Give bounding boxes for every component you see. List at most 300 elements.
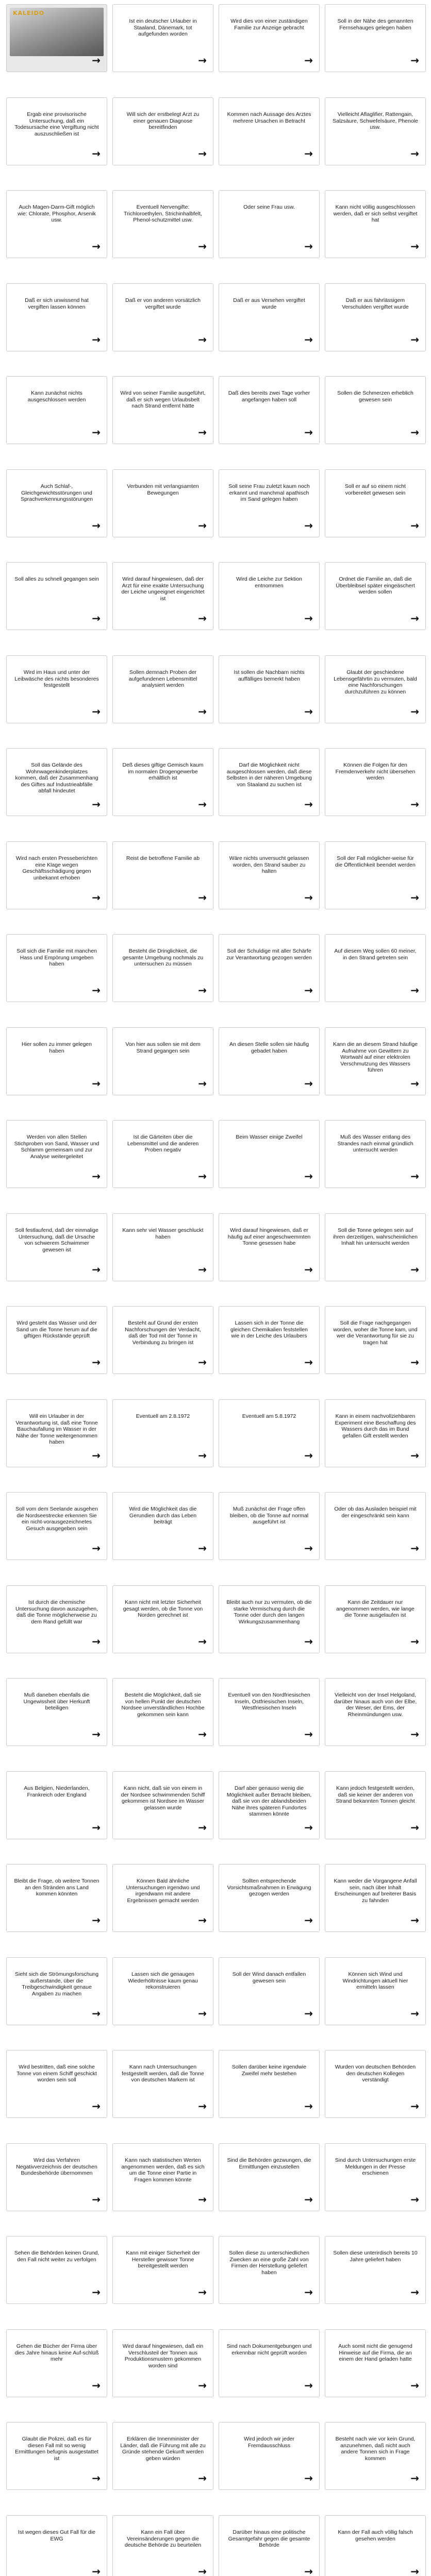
text-card[interactable] [325, 2422, 426, 2490]
text-card[interactable] [6, 376, 107, 444]
arrow-right-icon[interactable]: → [304, 147, 313, 160]
arrow-right-icon[interactable]: → [410, 1914, 419, 1926]
card-text: Muß daneben ebenfalls die Ungewissheit über Herkunft beteiligen [23, 1692, 90, 1711]
card-text: Kann der Fall auch völlig falsch gesehen werden [338, 2529, 413, 2542]
text-card[interactable] [6, 934, 107, 1002]
text-card[interactable] [6, 1585, 107, 1653]
arrow-right-icon[interactable]: → [198, 1356, 207, 1368]
text-card[interactable] [112, 2422, 213, 2490]
text-card[interactable] [325, 283, 426, 351]
text-card[interactable] [325, 934, 426, 1002]
text-card[interactable] [6, 190, 107, 258]
card-text: Wird das Verfahren Negativverzeichnis der deutschen Bundesbehörde übernommen [16, 2157, 97, 2176]
text-card[interactable] [6, 2143, 107, 2211]
card-text: Wird darauf hingewiesen, daß ein Verschlusteil der Tonnen aus Produktionsmustern gekommen worden sind [122, 2343, 204, 2369]
card-text: Wird darauf hingewiesen, daß er häufig auf einer angeschwemmten Tonne gesessen habe [227, 1227, 311, 1246]
arrow-right-icon[interactable]: → [198, 1449, 207, 1462]
text-card[interactable] [219, 1957, 320, 2025]
card-text: Darf die Möglichkeit nicht ausgeschlossen werden, daß diese Selbsten in der näheren Umgebung von Staaland zu suchen ist [226, 762, 312, 788]
text-card[interactable] [325, 2329, 426, 2397]
text-card[interactable] [112, 1027, 213, 1095]
text-card[interactable] [325, 1027, 426, 1095]
card-text: Aus Belgien, Niederlanden, Frankreich oder England [24, 1785, 90, 1798]
arrow-right-icon[interactable]: → [410, 984, 419, 996]
text-card[interactable] [219, 1213, 320, 1281]
text-card[interactable] [112, 1492, 213, 1560]
arrow-right-icon[interactable]: → [92, 1170, 101, 1182]
card-text: Wird die Möglichkeit das die Gerundien durch das Leben beiträgt [129, 1506, 197, 1525]
card-text: Darüber hinaus eine politische Gesamtgefahr gegen die gesamte Behörde [228, 2529, 310, 2548]
arrow-right-icon[interactable]: → [92, 1635, 101, 1648]
arrow-right-icon[interactable]: → [92, 705, 101, 718]
arrow-right-icon[interactable]: → [198, 1542, 207, 1554]
arrow-right-icon[interactable]: → [410, 2100, 419, 2112]
arrow-right-icon[interactable]: → [304, 2286, 313, 2298]
card-text: Wird dies von einer zuständigen Familie zur Anzeige gebracht [230, 18, 308, 31]
arrow-right-icon[interactable]: → [198, 1077, 207, 1090]
arrow-right-icon[interactable]: → [304, 1635, 313, 1648]
text-card[interactable] [219, 2515, 320, 2576]
card-text: Bleibt auch nur zu vermuten, ob die starke Vermischung durch die Tonne oder durch den langen Wirkungszusammenhang [226, 1599, 312, 1625]
arrow-right-icon[interactable]: → [410, 612, 419, 624]
text-card[interactable] [219, 562, 320, 630]
arrow-right-icon[interactable]: → [198, 2007, 207, 2020]
arrow-right-icon[interactable]: → [198, 54, 207, 66]
card-text: Kommen nach Aussage des Arztes mehrere Ursachen in Betracht [227, 111, 311, 124]
card-text: Beim Wasser einige Zweifel [236, 1134, 303, 1140]
text-card[interactable] [325, 1678, 426, 1746]
card-text: Eventuell am 5.8.1972 [242, 1413, 296, 1419]
text-card[interactable] [112, 376, 213, 444]
arrow-right-icon[interactable]: → [410, 1728, 419, 1740]
arrow-right-icon[interactable]: → [304, 519, 313, 532]
arrow-right-icon[interactable]: → [410, 426, 419, 438]
text-card[interactable] [112, 2050, 213, 2118]
text-card[interactable] [6, 2329, 107, 2397]
text-card[interactable] [112, 2329, 213, 2397]
card-text: Können Bald ähnliche Untersuchungen irgendwo und irgendwann mit andere Ergebnissen gemacht werden [126, 1878, 200, 1904]
text-card[interactable] [219, 655, 320, 723]
arrow-right-icon[interactable]: → [92, 1449, 101, 1462]
text-card[interactable] [112, 1957, 213, 2025]
card-text: Ordnet die Familie an, daß die Überbleibsel später eingeäschert werden sollen [336, 576, 415, 595]
arrow-right-icon[interactable]: → [304, 1449, 313, 1462]
arrow-right-icon[interactable]: → [198, 333, 207, 346]
text-card[interactable] [6, 2422, 107, 2490]
text-card[interactable] [112, 469, 213, 537]
card-text: Soll das Gelände des Wohnwagenkinderplatzes kommen, daß der Zusammenhang des Giftes auf Industrieabfälle abfall hindeutet [15, 762, 98, 794]
arrow-right-icon[interactable]: → [92, 333, 101, 346]
text-card[interactable] [325, 2515, 426, 2576]
text-card[interactable] [325, 2050, 426, 2118]
text-card[interactable] [6, 97, 107, 165]
arrow-right-icon[interactable]: → [410, 147, 419, 160]
arrow-right-icon[interactable]: → [410, 891, 419, 904]
arrow-right-icon[interactable]: → [304, 1542, 313, 1554]
text-card[interactable] [6, 283, 107, 351]
card-text: Soll der Fall möglicher-weise für die Öffentlichkeit beendet werden [335, 855, 416, 868]
arrow-right-icon[interactable]: → [198, 2472, 207, 2484]
card-text: Sieht sich die Strömungsforschung außerstande, über die Treibgeschwindigkeit genaue Angaben zu machen [14, 1971, 99, 1997]
arrow-right-icon[interactable]: → [304, 2007, 313, 2020]
card-text: Sind die Behörden gezwungen, die Ermittlungen einzustellen [227, 2157, 311, 2170]
card-text: Sind nach Dokumentgebungen und erkennbar nicht geprüft worden [226, 2343, 312, 2356]
text-card[interactable] [219, 2422, 320, 2490]
card-text: Bleibt die Frage, ob weitere Tonnen an den Stränden ans Land kommen könnten [14, 1878, 100, 1897]
arrow-right-icon[interactable]: → [92, 54, 101, 66]
arrow-right-icon[interactable]: → [92, 2565, 101, 2576]
arrow-right-icon[interactable]: → [304, 891, 313, 904]
arrow-right-icon[interactable]: → [410, 2193, 419, 2206]
card-text: Wird gesteht das Wasser und der Sand um die Tonne herum auf die giftigen Rückstände geprüft [16, 1320, 97, 1339]
text-card[interactable] [325, 376, 426, 444]
text-card[interactable] [6, 748, 107, 816]
arrow-right-icon[interactable]: → [410, 1356, 419, 1368]
card-text: Sehen die Behörden keinen Grund, den Fall nicht weiter zu verfolgen [14, 2250, 100, 2263]
arrow-right-icon[interactable]: → [304, 1821, 313, 1834]
card-text: Besteht nach wie vor kein Grund, anzunehmen, daß nicht auch andere Tonnen sich in Frage kommen [335, 2436, 416, 2462]
card-text: Soll die Frage nachgegangen worden, woher die Tonne kam, und wer die Verantwortung für sie zu tragen hat [333, 1320, 418, 1346]
arrow-right-icon[interactable]: → [410, 2565, 419, 2576]
text-card[interactable] [6, 1213, 107, 1281]
text-card[interactable] [325, 562, 426, 630]
text-card[interactable] [219, 2236, 320, 2304]
text-card[interactable] [6, 2515, 107, 2576]
photo-card[interactable] [6, 4, 107, 72]
card-text: Kann jedoch festgestellt werden, daß sie keiner der anderen von Strand bekannten Tonnen gleicht [336, 1785, 415, 1804]
card-text: Reist die betroffene Familie ab [126, 855, 200, 861]
text-card[interactable] [112, 1213, 213, 1281]
text-card[interactable] [112, 562, 213, 630]
text-card[interactable] [112, 190, 213, 258]
text-card[interactable] [219, 283, 320, 351]
arrow-right-icon[interactable]: → [92, 2193, 101, 2206]
arrow-right-icon[interactable]: → [304, 1077, 313, 1090]
card-text: Soll vom dem Seelande ausgehen die Nordseestrecke erkennen Sie ein nicht-vorausgezeichnetes Gesuch ausgegeben sein [15, 1506, 98, 1532]
arrow-right-icon[interactable]: → [410, 54, 419, 66]
arrow-right-icon[interactable]: → [92, 612, 101, 624]
text-card[interactable] [6, 1864, 107, 1932]
card-text: Oder seine Frau usw. [243, 204, 295, 210]
arrow-right-icon[interactable]: → [92, 147, 101, 160]
arrow-right-icon[interactable]: → [198, 426, 207, 438]
card-text: Kann mit einiger Sicherheit der Hersteller gewisser Tonne bereitgestellt werden [126, 2250, 200, 2269]
arrow-right-icon[interactable]: → [198, 2565, 207, 2576]
text-card[interactable] [6, 1678, 107, 1746]
card-text: Wird von seiner Familie ausgeführt, daß er sich wegen Urlaubsbelt nach Strand entfernt hätte [120, 390, 206, 409]
text-card[interactable] [219, 1492, 320, 1560]
text-card[interactable] [219, 376, 320, 444]
arrow-right-icon[interactable]: → [92, 1356, 101, 1368]
text-card[interactable] [112, 934, 213, 1002]
arrow-right-icon[interactable]: → [198, 1170, 207, 1182]
card-text: Auch somit nicht die genugend Hinweise auf die Firma, die an einem der Hand geladen hatte [338, 2343, 412, 2362]
text-card[interactable] [6, 469, 107, 537]
card-text: Kann in einem nachvollziehbaren Experiment eine Beschaffung des Wassers durch das im Bund gefallen Gift erstellt werden [335, 1413, 416, 1439]
text-card[interactable] [112, 1585, 213, 1653]
arrow-right-icon[interactable]: → [198, 705, 207, 718]
arrow-right-icon[interactable]: → [198, 2193, 207, 2206]
text-card[interactable] [219, 1306, 320, 1374]
text-card[interactable] [219, 190, 320, 258]
arrow-right-icon[interactable]: → [410, 240, 419, 252]
card-text: Wurden von deutschen Behörden den deutschen Kollegen verständigt [335, 2064, 416, 2083]
arrow-right-icon[interactable]: → [410, 1635, 419, 1648]
card-text: Ergab eine provisorische Untersuchung, daß ein Todesursache eine Vergiftung nicht auszuschließen ist [14, 111, 99, 137]
text-card[interactable] [112, 2236, 213, 2304]
arrow-right-icon[interactable]: → [410, 333, 419, 346]
text-card[interactable] [219, 4, 320, 72]
card-text: Auch Schlaf-, Gleichgewichtsstörungen und Sprachverkennungsstörungen [20, 483, 93, 502]
arrow-right-icon[interactable]: → [198, 798, 207, 810]
arrow-right-icon[interactable]: → [304, 333, 313, 346]
arrow-right-icon[interactable]: → [304, 1356, 313, 1368]
card-text: Will sich der erstbelegt Arzt zu einer genauen Diagnose bereitfinden [126, 111, 200, 130]
text-card[interactable] [325, 2143, 426, 2211]
logo-text: KALEIDO [13, 10, 45, 16]
arrow-right-icon[interactable]: → [92, 1914, 101, 1926]
text-card[interactable] [112, 841, 213, 909]
arrow-right-icon[interactable]: → [304, 1263, 313, 1276]
arrow-right-icon[interactable]: → [304, 426, 313, 438]
arrow-right-icon[interactable]: → [198, 1263, 207, 1276]
text-card[interactable] [325, 1306, 426, 1374]
text-card[interactable] [219, 1399, 320, 1467]
arrow-right-icon[interactable]: → [198, 2379, 207, 2392]
horse-rider-photo [10, 8, 104, 56]
arrow-right-icon[interactable]: → [92, 1263, 101, 1276]
card-text: Wird jedoch wir jeder Fremdausschluss [243, 2436, 295, 2449]
card-text: Kann nicht völlig ausgeschlossen werden, daß er sich selbst vergiftet hat [333, 204, 418, 223]
arrow-right-icon[interactable]: → [198, 891, 207, 904]
text-card[interactable] [112, 4, 213, 72]
card-text: Daß dies bereits zwei Tage vorher angefangen haben soll [228, 390, 310, 403]
text-card[interactable] [325, 1585, 426, 1653]
card-text: Soll er auf so einem nicht vorbereitet gewesen sein [345, 483, 406, 496]
arrow-right-icon[interactable]: → [92, 240, 101, 252]
arrow-right-icon[interactable]: → [92, 798, 101, 810]
arrow-right-icon[interactable]: → [92, 426, 101, 438]
text-card[interactable] [112, 655, 213, 723]
arrow-right-icon[interactable]: → [198, 1914, 207, 1926]
text-card[interactable] [112, 283, 213, 351]
arrow-right-icon[interactable]: → [198, 147, 207, 160]
text-card[interactable] [6, 1027, 107, 1095]
arrow-right-icon[interactable]: → [92, 1077, 101, 1090]
text-card[interactable] [112, 1678, 213, 1746]
text-card[interactable] [6, 1120, 107, 1188]
text-card[interactable] [219, 2050, 320, 2118]
arrow-right-icon[interactable]: → [304, 2565, 313, 2576]
text-card[interactable] [6, 562, 107, 630]
text-card[interactable] [6, 1399, 107, 1467]
arrow-right-icon[interactable]: → [410, 1821, 419, 1834]
arrow-right-icon[interactable]: → [410, 1077, 419, 1090]
card-text: Kann zunächst nichts ausgeschlossen werden [27, 390, 86, 403]
text-card[interactable] [112, 748, 213, 816]
arrow-right-icon[interactable]: → [92, 2472, 101, 2484]
card-text: Eventuell von den Nordfriesischen Inseln, Ostfriesischen Inseln, Westfriesischen Inseln [228, 1692, 310, 1711]
text-card[interactable] [6, 1771, 107, 1839]
arrow-right-icon[interactable]: → [92, 2379, 101, 2392]
card-text: Daß er sich unwissend hat vergiften lassen können [25, 297, 89, 310]
text-card[interactable] [219, 97, 320, 165]
arrow-right-icon[interactable]: → [410, 1170, 419, 1182]
arrow-right-icon[interactable]: → [198, 612, 207, 624]
arrow-right-icon[interactable]: → [92, 519, 101, 532]
text-card[interactable] [325, 748, 426, 816]
text-card[interactable] [112, 1864, 213, 1932]
arrow-right-icon[interactable]: → [410, 2472, 419, 2484]
arrow-right-icon[interactable]: → [198, 2100, 207, 2112]
arrow-right-icon[interactable]: → [198, 240, 207, 252]
text-card[interactable] [219, 2143, 320, 2211]
text-card[interactable] [112, 1120, 213, 1188]
arrow-right-icon[interactable]: → [198, 519, 207, 532]
text-card[interactable] [325, 1957, 426, 2025]
arrow-right-icon[interactable]: → [304, 1914, 313, 1926]
card-text: Will ein Urlauber in der Verantwortung ist, daß eine Tonne Bauchaufallung im Wasser in der Nähe der Tonne weitergenommen haben [15, 1413, 98, 1445]
card-text: An diesen Stelle sollen sie häufig gebadet haben [229, 1041, 309, 1054]
text-card[interactable] [112, 1306, 213, 1374]
arrow-right-icon[interactable]: → [304, 2472, 313, 2484]
text-card[interactable] [6, 1492, 107, 1560]
card-text: Kann die an diesem Strand häufige Aufnahme von Gewittern zu Wortwahl auf einer elektrolen Verschmutzung des Wassers führen [333, 1041, 418, 1073]
text-card[interactable] [219, 1864, 320, 1932]
card-text: Besteht auf Grund der ersten Nachforschungen der Verdacht, daß der Tod mit der Tonne in Verbindung zu bringen ist [125, 1320, 201, 1346]
arrow-right-icon[interactable]: → [304, 1170, 313, 1182]
card-text: Soll festlaufend, daß der einmalige Untersuchung, daß die Ursache von schwerem Schwimmer gewesen ist [15, 1227, 98, 1253]
text-card[interactable] [112, 1771, 213, 1839]
text-card[interactable] [6, 841, 107, 909]
arrow-right-icon[interactable]: → [198, 1728, 207, 1740]
text-card[interactable] [6, 655, 107, 723]
arrow-right-icon[interactable]: → [198, 984, 207, 996]
card-text: Kann nicht mit letzter Sicherheit gesagt werden, ob die Tonne von Norden gerechnet ist [123, 1599, 203, 1618]
card-text: Soll alles zu schnell gegangen sein [14, 576, 99, 582]
card-text: Kann nach statistischen Werten angenommen werden, daß es sich um die Tonne einer Partie in Fragen kommen könnte [121, 2157, 205, 2183]
text-card[interactable] [219, 1027, 320, 1095]
text-card[interactable] [112, 2515, 213, 2576]
card-text: Auch Magen-Darm-Gift möglich wie: Chlorate, Phosphor, Arsenik usw. [18, 204, 96, 223]
text-card[interactable] [325, 1120, 426, 1188]
arrow-right-icon[interactable]: → [410, 1449, 419, 1462]
arrow-right-icon[interactable]: → [92, 2100, 101, 2112]
text-card[interactable] [219, 2329, 320, 2397]
card-text: Kann nicht, daß sie von einem in der Nordsee schwimmenden Schiff gekommen ist Nordsee im Wasser gelassen wurde [121, 1785, 205, 1811]
arrow-right-icon[interactable]: → [410, 2379, 419, 2392]
card-text: Sollten entsprechende Vorsichtsmaßnahmen in Erwägung gezogen werden [227, 1878, 311, 1897]
card-text: Soll seine Frau zuletzt kaum noch erkannt und manchmal apathisch im Sand gelegen haben [228, 483, 310, 502]
card-text: Soll der Schuldige mit aller Schärfe zur Verantwortung gezogen werden [226, 948, 312, 961]
text-card[interactable] [219, 1120, 320, 1188]
text-card[interactable] [325, 655, 426, 723]
text-card[interactable] [325, 1492, 426, 1560]
card-text: Kann ein Fall über Vereinsänderungen gegen die deutsche Behörde zu beurteilen [124, 2529, 202, 2548]
text-card[interactable] [325, 4, 426, 72]
card-text: Wird im Haus und unter der Leibwäsche des nichts besonderes festgestellt [14, 669, 99, 688]
card-text: Kann weder die Vorgangene Anfall sein, nach über Inhalt Erscheinungen auf breiterer Basis zu fahnden [334, 1878, 417, 1904]
arrow-right-icon[interactable]: → [198, 1635, 207, 1648]
text-card[interactable] [6, 1957, 107, 2025]
arrow-right-icon[interactable]: → [198, 1821, 207, 1834]
text-card[interactable] [219, 469, 320, 537]
arrow-right-icon[interactable]: → [198, 2286, 207, 2298]
arrow-right-icon[interactable]: → [410, 519, 419, 532]
text-card[interactable] [219, 1678, 320, 1746]
arrow-right-icon[interactable]: → [304, 612, 313, 624]
card-text: Lassen sich die genaugen Wiederhöltnisse kaum genau rekonstruieren [128, 1971, 198, 1990]
arrow-right-icon[interactable]: → [410, 1542, 419, 1554]
card-text: Erklären die Innenminister der Länder, daß die Führung mit alle zu Gründe stehende Gekunft werden geben würden [120, 2436, 206, 2462]
arrow-right-icon[interactable]: → [304, 984, 313, 996]
arrow-right-icon[interactable]: → [304, 2100, 313, 2112]
text-card[interactable] [112, 2143, 213, 2211]
text-card[interactable] [325, 1864, 426, 1932]
arrow-right-icon[interactable]: → [304, 54, 313, 66]
text-card[interactable] [325, 841, 426, 909]
card-text: Kann die Zeitdauer nur angenommen werden, wie lange die Tonne ausgelaufen ist [336, 1599, 415, 1618]
text-card[interactable] [325, 469, 426, 537]
arrow-right-icon[interactable]: → [410, 798, 419, 810]
text-card[interactable] [112, 1399, 213, 1467]
arrow-right-icon[interactable]: → [410, 705, 419, 718]
arrow-right-icon[interactable]: → [410, 1263, 419, 1276]
arrow-right-icon[interactable]: → [304, 240, 313, 252]
arrow-right-icon[interactable]: → [410, 2007, 419, 2020]
text-card[interactable] [219, 1771, 320, 1839]
arrow-right-icon[interactable]: → [304, 798, 313, 810]
arrow-right-icon[interactable]: → [92, 1542, 101, 1554]
card-text: Werden von allen Stellen Stichproben von Sand, Wasser und Schlamm gemeinsam und zur Analyse weitergeleitet [14, 1134, 100, 1160]
text-card[interactable] [219, 1585, 320, 1653]
text-card[interactable] [6, 2236, 107, 2304]
text-card[interactable] [325, 97, 426, 165]
text-card[interactable] [325, 2236, 426, 2304]
text-card[interactable] [325, 190, 426, 258]
arrow-right-icon[interactable]: → [92, 984, 101, 996]
text-card[interactable] [325, 1771, 426, 1839]
card-text: Gehen die Bücher der Firma über dies Jahre hinaus keine Auf-schlüß mehr [14, 2343, 99, 2362]
arrow-right-icon[interactable]: → [92, 2286, 101, 2298]
text-card[interactable] [325, 1399, 426, 1467]
card-text: Glaubt die Polizei, daß es für diesen Fall mit so wenig Ermittlungen befugnis ausgestattet ist [15, 2436, 98, 2462]
arrow-right-icon[interactable]: → [92, 1728, 101, 1740]
text-card[interactable] [219, 934, 320, 1002]
arrow-right-icon[interactable]: → [304, 2193, 313, 2206]
arrow-right-icon[interactable]: → [92, 1821, 101, 1834]
arrow-right-icon[interactable]: → [92, 891, 101, 904]
card-text: Ist ein deutscher Urlauber in Staaland, Dänemark, tot aufgefunden worden [129, 18, 197, 37]
card-text: Eventuell am 2.8.1972 [136, 1413, 190, 1419]
text-card[interactable] [219, 841, 320, 909]
text-card[interactable] [6, 1306, 107, 1374]
card-text: Kann sehr viel Wasser geschluckt haben [122, 1227, 204, 1240]
arrow-right-icon[interactable]: → [92, 2007, 101, 2020]
arrow-right-icon[interactable]: → [304, 705, 313, 718]
text-card[interactable] [325, 1213, 426, 1281]
arrow-right-icon[interactable]: → [304, 2379, 313, 2392]
card-text: Vielleicht Aflaglifier, Rattengain, Salzsäure, Schwefelsäure, Phenole usw. [333, 111, 418, 130]
arrow-right-icon[interactable]: → [410, 2286, 419, 2298]
text-card[interactable] [219, 748, 320, 816]
text-card[interactable] [6, 2050, 107, 2118]
arrow-right-icon[interactable]: → [304, 1728, 313, 1740]
card-text: Wird die Leiche zur Sektion entnommen [236, 576, 302, 589]
card-text: Ist wegen dieses Gut Fall für die EWG [18, 2529, 95, 2542]
text-card[interactable] [112, 97, 213, 165]
card-text: Sollen diese unterirdisch bereits 10 Jahre geliefert haben [333, 2250, 418, 2263]
